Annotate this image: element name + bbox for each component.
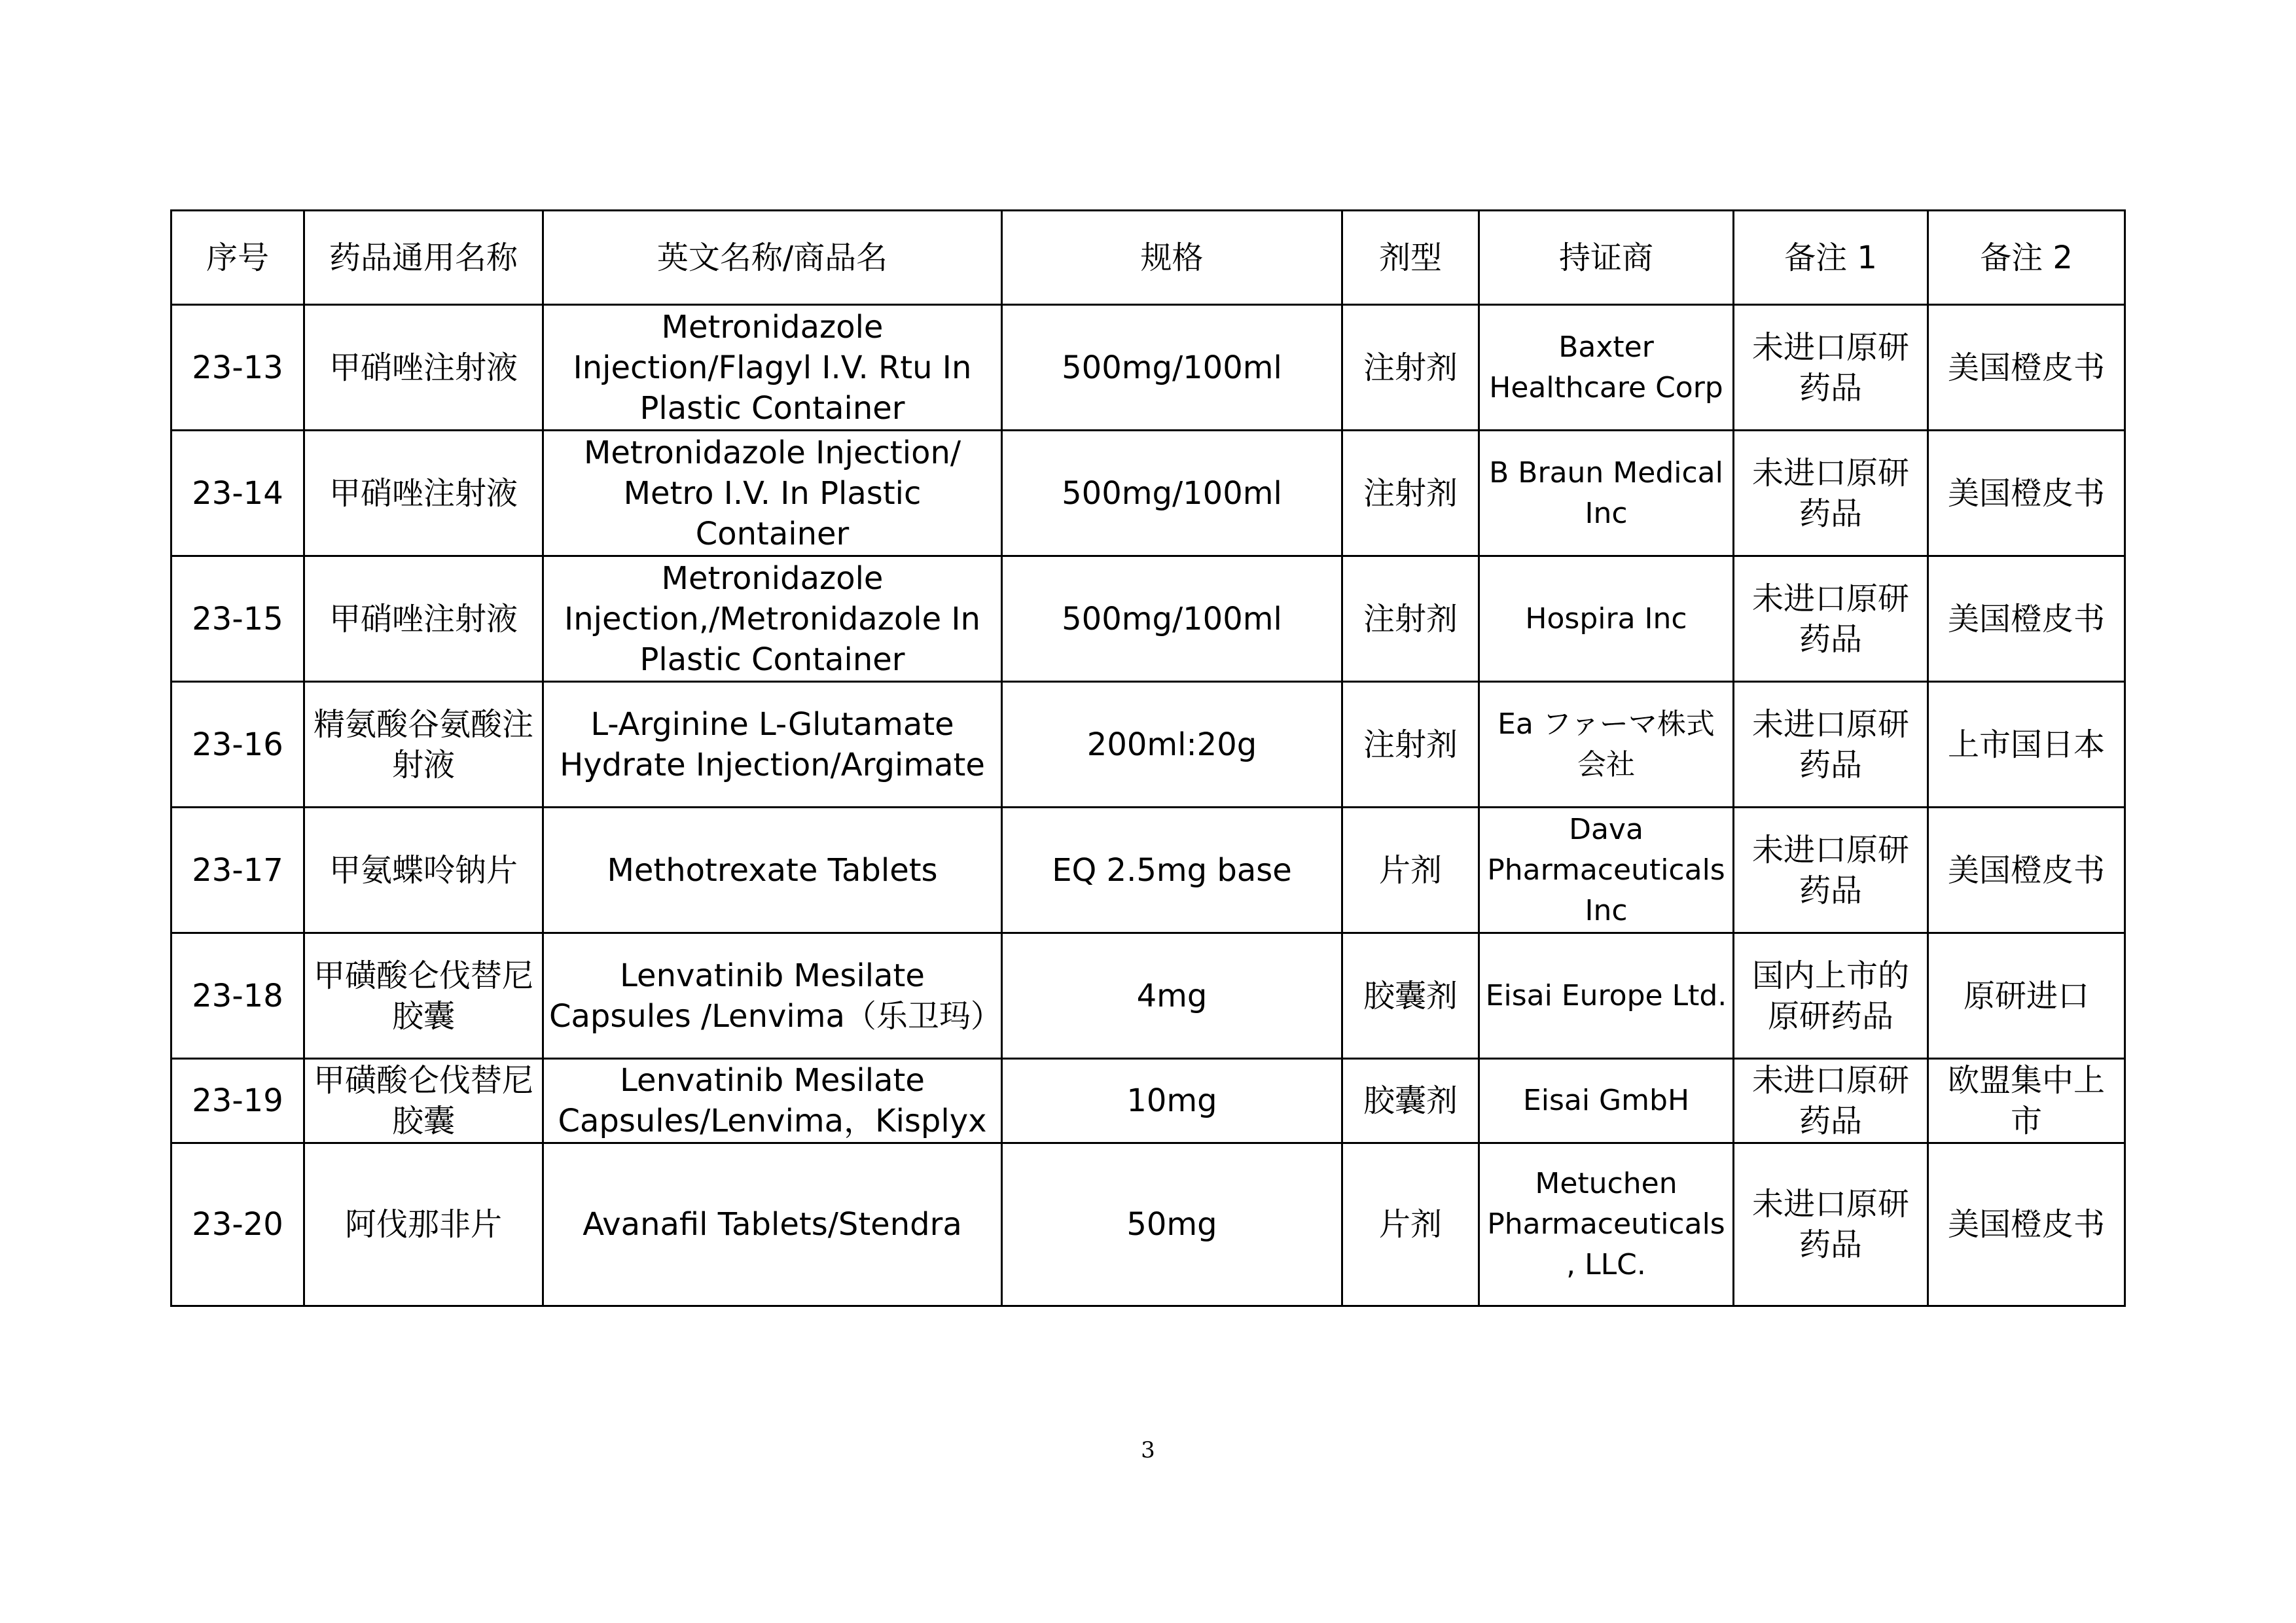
remark-1-cell: 未进口原研药品 bbox=[1734, 431, 1928, 556]
specification-cell: 10mg bbox=[1002, 1059, 1342, 1143]
license-holder-cell: B Braun Medical Inc bbox=[1479, 431, 1734, 556]
license-holder-cell: Hospira Inc bbox=[1479, 556, 1734, 682]
table-row bbox=[171, 556, 2125, 682]
serial-number-cell: 23-16 bbox=[171, 682, 304, 808]
english-trade-name-cell: Lenvatinib Mesilate Capsules /Lenvima（乐卫玛） bbox=[543, 933, 1002, 1059]
serial-number-cell: 23-18 bbox=[171, 933, 304, 1059]
license-holder-cell: Metuchen Pharmaceuticals, LLC. bbox=[1479, 1143, 1734, 1306]
remark-1-cell: 未进口原研药品 bbox=[1734, 682, 1928, 808]
header-remark-1: 备注 1 bbox=[1734, 211, 1928, 305]
english-trade-name-cell: Methotrexate Tablets bbox=[543, 808, 1002, 933]
generic-name-cell: 阿伐那非片 bbox=[304, 1143, 543, 1306]
table-row bbox=[171, 808, 2125, 933]
header-generic-name: 药品通用名称 bbox=[304, 211, 543, 305]
dosage-form-cell: 胶囊剂 bbox=[1342, 1059, 1479, 1143]
dosage-form-cell: 注射剂 bbox=[1342, 305, 1479, 431]
remark-2-cell: 美国橙皮书 bbox=[1928, 305, 2125, 431]
remark-1-cell: 未进口原研药品 bbox=[1734, 808, 1928, 933]
serial-number-cell: 23-14 bbox=[171, 431, 304, 556]
header-dosage-form: 剂型 bbox=[1342, 211, 1479, 305]
license-holder-cell: Eisai Europe Ltd. bbox=[1479, 933, 1734, 1059]
serial-number-cell: 23-20 bbox=[171, 1143, 304, 1306]
english-trade-name-cell: Lenvatinib Mesilate Capsules/Lenvima，Kisplyx bbox=[543, 1059, 1002, 1143]
specification-cell: 50mg bbox=[1002, 1143, 1342, 1306]
specification-cell: 500mg/100ml bbox=[1002, 556, 1342, 682]
dosage-form-cell: 注射剂 bbox=[1342, 682, 1479, 808]
generic-name-cell: 甲磺酸仑伐替尼胶囊 bbox=[304, 1059, 543, 1143]
generic-name-cell: 甲硝唑注射液 bbox=[304, 556, 543, 682]
serial-number-cell: 23-19 bbox=[171, 1059, 304, 1143]
dosage-form-cell: 注射剂 bbox=[1342, 556, 1479, 682]
remark-1-cell: 未进口原研药品 bbox=[1734, 1059, 1928, 1143]
serial-number-cell: 23-13 bbox=[171, 305, 304, 431]
drug-list-table bbox=[170, 209, 2126, 1307]
serial-number-cell: 23-17 bbox=[171, 808, 304, 933]
remark-2-cell: 原研进口 bbox=[1928, 933, 2125, 1059]
dosage-form-cell: 片剂 bbox=[1342, 1143, 1479, 1306]
specification-cell: 4mg bbox=[1002, 933, 1342, 1059]
generic-name-cell: 甲氨蝶呤钠片 bbox=[304, 808, 543, 933]
generic-name-cell: 甲磺酸仑伐替尼胶囊 bbox=[304, 933, 543, 1059]
english-trade-name-cell: L-Arginine L-Glutamate Hydrate Injection/Argimate bbox=[543, 682, 1002, 808]
specification-cell: 500mg/100ml bbox=[1002, 431, 1342, 556]
remark-2-cell: 上市国日本 bbox=[1928, 682, 2125, 808]
remark-2-cell: 欧盟集中上市 bbox=[1928, 1059, 2125, 1143]
table-row bbox=[171, 305, 2125, 431]
license-holder-cell: Ea ファーマ株式会社 bbox=[1479, 682, 1734, 808]
license-holder-cell: Baxter Healthcare Corp bbox=[1479, 305, 1734, 431]
remark-2-cell: 美国橙皮书 bbox=[1928, 1143, 2125, 1306]
license-holder-cell: Eisai GmbH bbox=[1479, 1059, 1734, 1143]
english-trade-name-cell: Metronidazole Injection/ Metro I.V. In Plastic Container bbox=[543, 431, 1002, 556]
english-trade-name-cell: Metronidazole Injection/Flagyl I.V. Rtu In Plastic Container bbox=[543, 305, 1002, 431]
table-row bbox=[171, 1059, 2125, 1143]
table-header-row bbox=[171, 211, 2125, 305]
table-row bbox=[171, 431, 2125, 556]
english-trade-name-cell: Avanafil Tablets/Stendra bbox=[543, 1143, 1002, 1306]
header-specification: 规格 bbox=[1002, 211, 1342, 305]
page-number: 3 bbox=[1141, 1437, 1155, 1463]
dosage-form-cell: 片剂 bbox=[1342, 808, 1479, 933]
header-serial-number: 序号 bbox=[171, 211, 304, 305]
specification-cell: 500mg/100ml bbox=[1002, 305, 1342, 431]
table-row bbox=[171, 1143, 2125, 1306]
specification-cell: EQ 2.5mg base bbox=[1002, 808, 1342, 933]
license-holder-cell: Dava Pharmaceuticals Inc bbox=[1479, 808, 1734, 933]
header-license-holder: 持证商 bbox=[1479, 211, 1734, 305]
remark-1-cell: 未进口原研药品 bbox=[1734, 305, 1928, 431]
remark-1-cell: 未进口原研药品 bbox=[1734, 1143, 1928, 1306]
remark-1-cell: 未进口原研药品 bbox=[1734, 556, 1928, 682]
header-english-trade-name: 英文名称/商品名 bbox=[543, 211, 1002, 305]
dosage-form-cell: 注射剂 bbox=[1342, 431, 1479, 556]
remark-2-cell: 美国橙皮书 bbox=[1928, 808, 2125, 933]
generic-name-cell: 甲硝唑注射液 bbox=[304, 305, 543, 431]
serial-number-cell: 23-15 bbox=[171, 556, 304, 682]
remark-2-cell: 美国橙皮书 bbox=[1928, 556, 2125, 682]
english-trade-name-cell: Metronidazole Injection,/Metronidazole In Plastic Container bbox=[543, 556, 1002, 682]
header-remark-2: 备注 2 bbox=[1928, 211, 2125, 305]
specification-cell: 200ml:20g bbox=[1002, 682, 1342, 808]
generic-name-cell: 甲硝唑注射液 bbox=[304, 431, 543, 556]
table-row bbox=[171, 682, 2125, 808]
remark-2-cell: 美国橙皮书 bbox=[1928, 431, 2125, 556]
remark-1-cell: 国内上市的原研药品 bbox=[1734, 933, 1928, 1059]
table-row bbox=[171, 933, 2125, 1059]
generic-name-cell: 精氨酸谷氨酸注射液 bbox=[304, 682, 543, 808]
dosage-form-cell: 胶囊剂 bbox=[1342, 933, 1479, 1059]
